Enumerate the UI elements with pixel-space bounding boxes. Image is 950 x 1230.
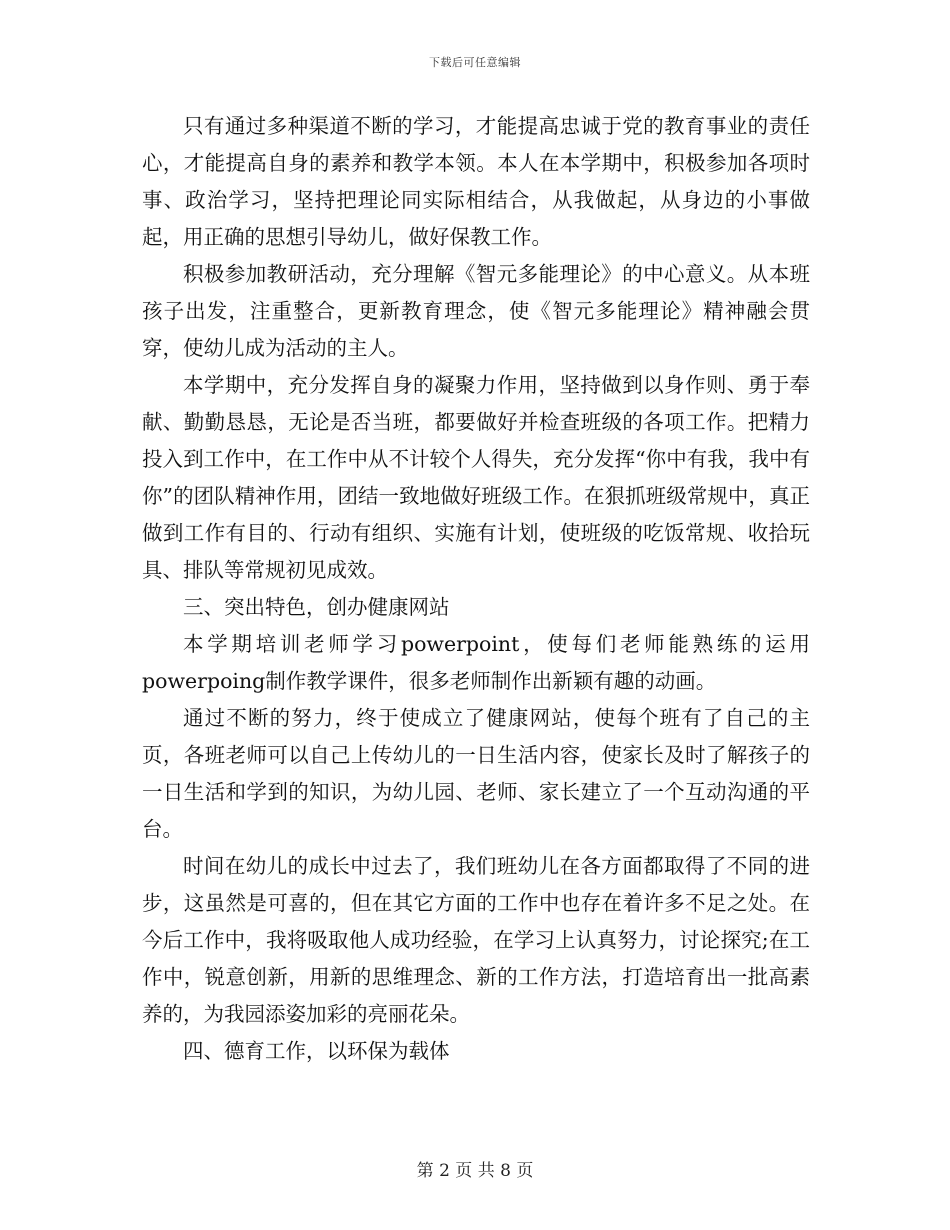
section-heading-website: 三、突出特色，创办健康网站 xyxy=(183,595,450,619)
paragraph-teamwork: 本学期中，充分发挥自身的凝聚力作用，坚持做到以身作则、勇于奉献、勤勤恳恳，无论是否当班，都要做好并检查班级的各项工作。把精力投入到工作中，在工作中从不计较个人得失，充分发挥“你中有我，我中有你”的团队精神作用，团结一致地做好班级工作。在狠抓班级常规中，真正做到工作有目的、行动有组织、实施有计划，使班级的吃饭常规、收拾玩具、排队等常规初见成效。 xyxy=(142,373,810,582)
paragraph-study: 只有通过多种渠道不断的学习，才能提高忠诚于党的教育事业的责任心，才能提高自身的素养和教学本领。本人在本学期中，积极参加各项时事、政治学习，坚持把理论同实际相结合，从我做起，从身边的小事做起，用正确的思想引导幼儿，做好保教工作。 xyxy=(142,114,810,249)
page-header-note: 下载后可任意编辑 xyxy=(429,56,521,69)
paragraph-website: 通过不断的努力，终于使成立了健康网站，使每个班有了自己的主页，各班老师可以自己上传幼儿的一日生活内容，使家长及时了解孩子的一日生活和学到的知识，为幼儿园、老师、家长建立了一个互动沟通的平台。 xyxy=(142,706,810,841)
document-body xyxy=(142,108,810,1070)
paragraph-summary: 时间在幼儿的成长中过去了，我们班幼儿在各方面都取得了不同的进步，这虽然是可喜的，但在其它方面的工作中也存在着许多不足之处。在今后工作中，我将吸取他人成功经验，在学习上认真努力，讨论探究;在工作中，锐意创新，用新的思维理念、新的工作方法，打造培育出一批高素养的，为我园添姿加彩的亮丽花朵。 xyxy=(142,854,810,1026)
paragraph-powerpoint: 本学期培训老师学习powerpoint，使每们老师能熟练的运用powerpoing制作教学课件，很多老师制作出新颖有趣的动画。 xyxy=(142,632,810,693)
paragraph-research: 积极参加教研活动，充分理解《智元多能理论》的中心意义。从本班孩子出发，注重整合，更新教育理念，使《智元多能理论》精神融会贯穿，使幼儿成为活动的主人。 xyxy=(142,262,810,360)
page-number: 第 2 页 共 8 页 xyxy=(416,1161,534,1181)
section-heading-moral: 四、德育工作，以环保为载体 xyxy=(183,1039,450,1063)
